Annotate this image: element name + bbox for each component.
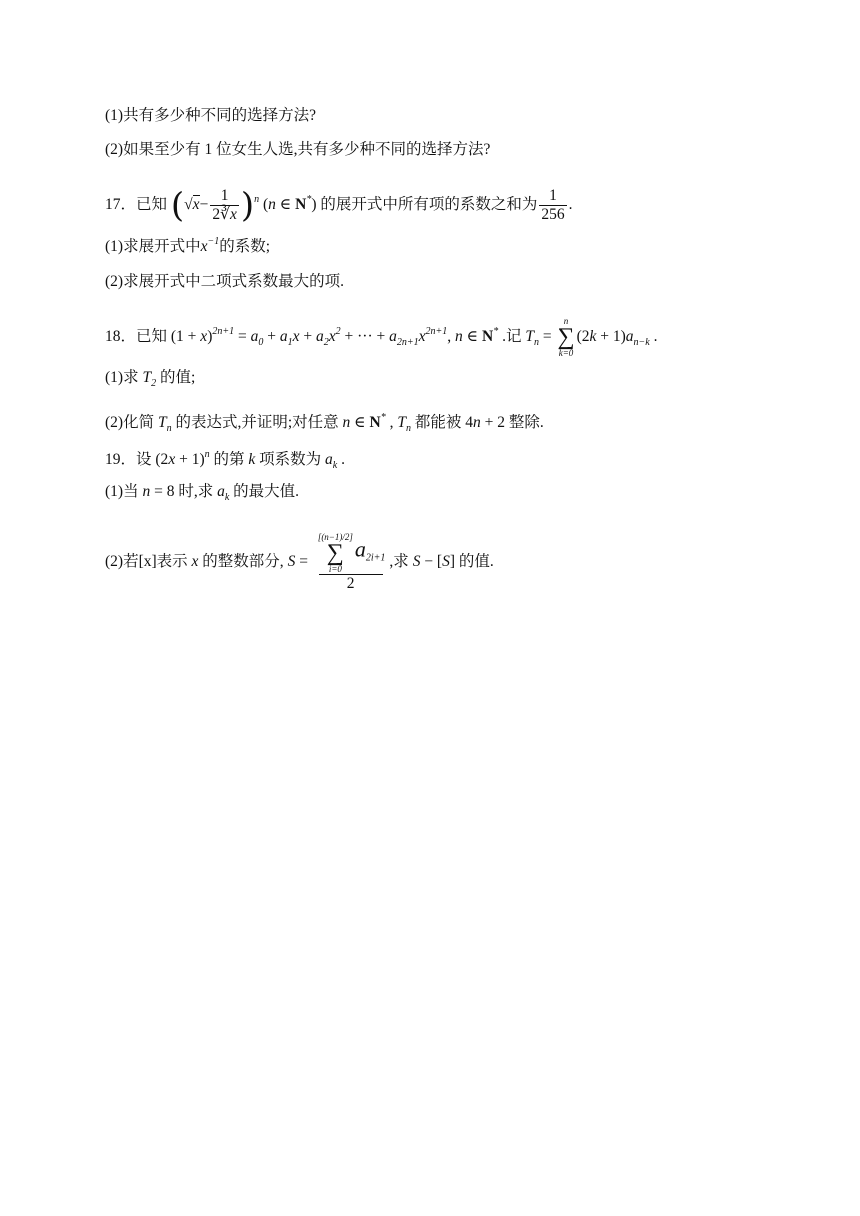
q19-summation: [(n−1)/2] ∑ i=0: [317, 531, 353, 574]
q17-sum-fraction: $\frac{1}{256}$: [541, 186, 565, 223]
q17-exponent: n: [254, 194, 260, 205]
q19-s-fraction: [(n−1)/2] ∑ i=0 $a_{2i+1}$ 2: [317, 531, 386, 592]
q16-part1: [105, 106, 316, 126]
q17-stem-text: 的展开式中所有项的系数之和为: [320, 196, 538, 213]
q18-stem: 18．已知 $(1 + x)^{2n+1} = a_0 + a_1x + a_2x^2$ + ··· + $a_{2n+1}x^{2n+1}$, n ∈ N* .记 $T_n$ = n ∑ k=0 $(2k + 1)a_{n-k}$ .: [105, 316, 658, 359]
q19-stem: 19．设 $(2x + 1)^n$ 的第 k 项系数为 $a_k$ .: [105, 449, 345, 471]
q17-number: 17．已知: [105, 196, 168, 213]
sqrt-sign: √: [184, 196, 193, 213]
q18-summation: n ∑ k=0: [557, 316, 575, 359]
q17-part1: (1)求展开式中$x^{-1}$的系数;: [105, 236, 271, 255]
radicand-x: x: [192, 196, 200, 213]
cube-root-sign: ∛: [220, 205, 230, 223]
q19-part1: (1)当 n = 8 时,求 $a_k$ 的最大值.: [105, 483, 300, 503]
q18-part2: (2)化简 $T_n$ 的表达式,并证明;对任意 n ∈ N* , $T_n$ 都能被 4n + 2 整除.: [105, 412, 544, 434]
q17-inner-fraction: $\frac{1}{2∛x}$: [212, 186, 237, 223]
q19-number: 19．设: [105, 451, 156, 468]
q16-part2-text: (2)如果至少有 1 位女生人选,共有多少种不同的选择方法?: [105, 141, 491, 158]
sigma-symbol: ∑: [557, 324, 575, 351]
q16-part1-text: (1)共有多少种不同的选择方法?: [105, 107, 316, 124]
q17-stem: 17．已知 (√x− $\frac{1}{2∛x}$ )$^n$ (n ∈ N*) 的展开式中所有项的系数之和为 $\frac{1}{256}$ .: [105, 185, 573, 226]
sigma-symbol: ∑: [326, 539, 344, 566]
q18-number: 18．已知: [105, 328, 168, 345]
q16-part2: [105, 140, 490, 160]
q17-part2: (2)求展开式中二项式系数最大的项.: [105, 273, 344, 290]
q19-part2: (2)若[x]表示 x 的整数部分, S = [(n−1)/2] ∑ i=0 $a_{2i+1}$ 2 ,求 S − [S] 的值.: [105, 531, 494, 592]
q18-part1: (1)求 $T_2$ 的值;: [105, 369, 196, 389]
